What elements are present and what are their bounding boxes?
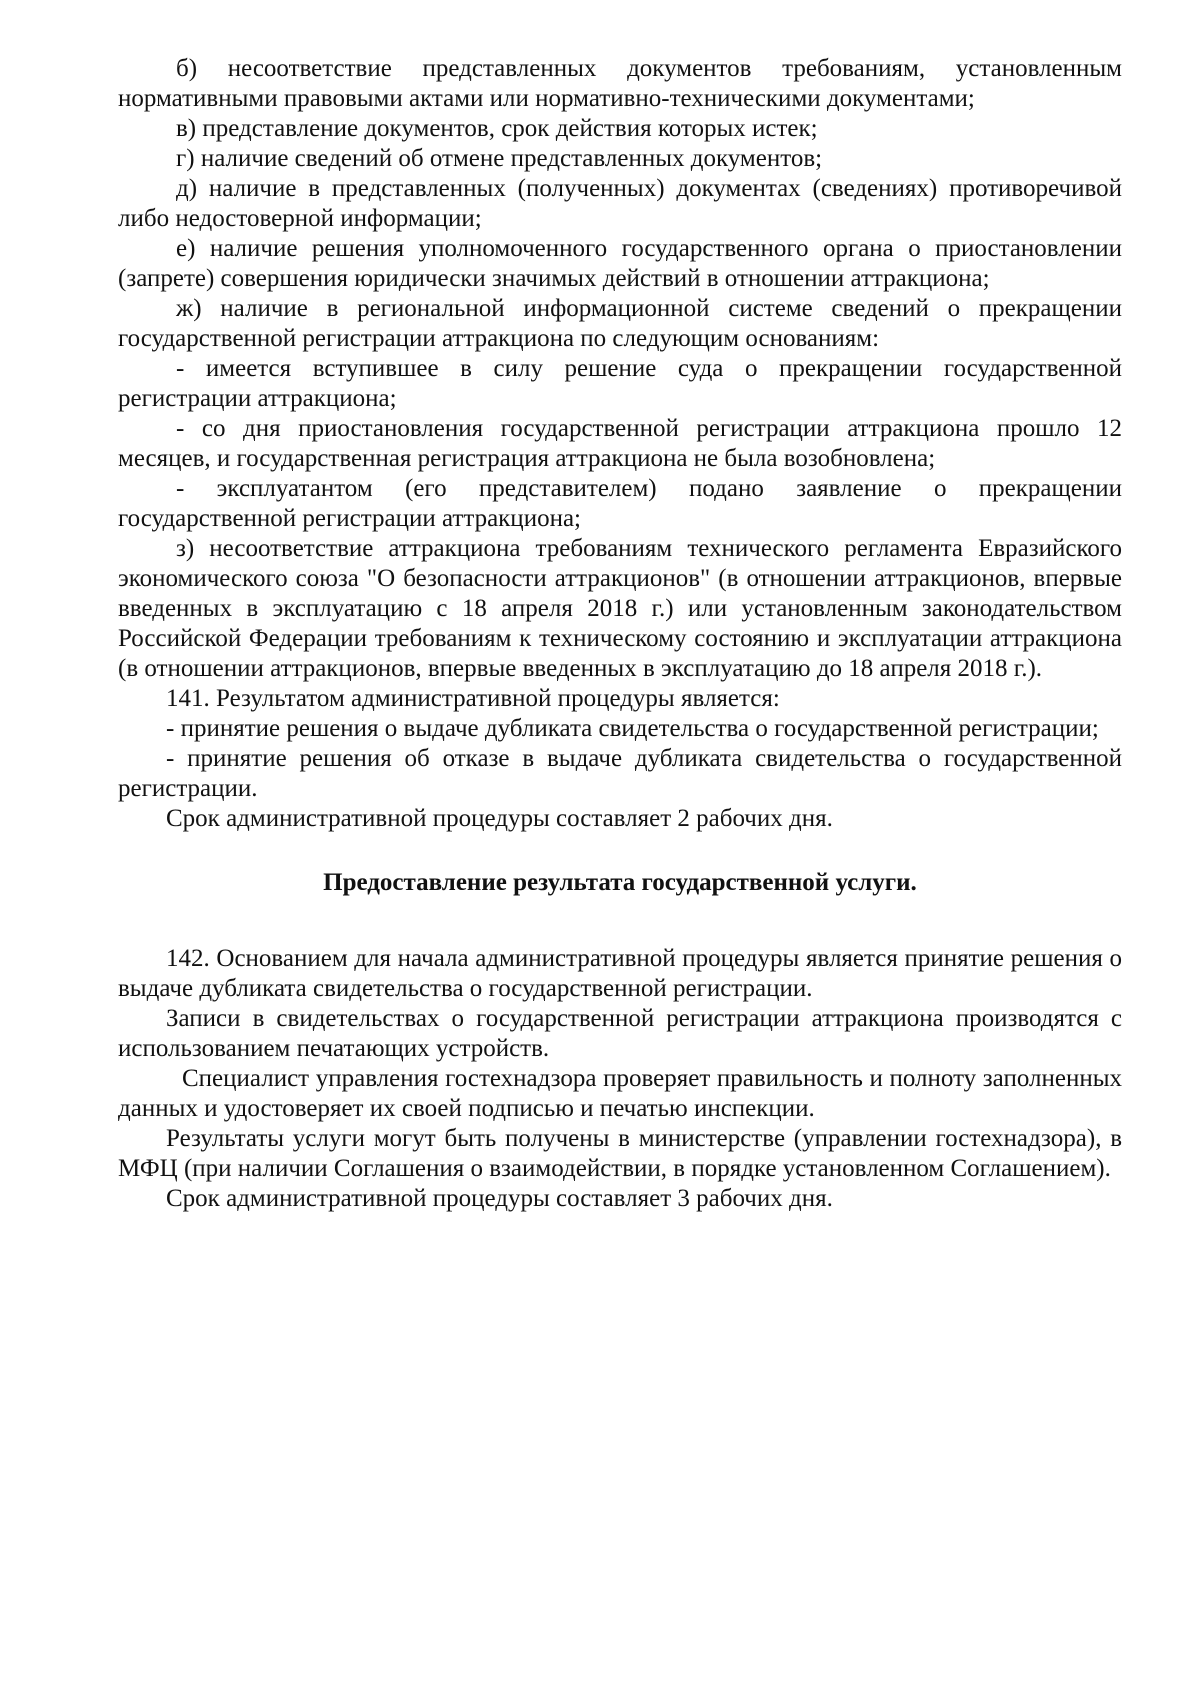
section-refusal-grounds (118, 54, 1122, 834)
paragraph-b: б) несоответствие представленных документов требованиям, установленным нормативными правовыми актами или нормативно-техническими документами; (118, 55, 1122, 112)
paragraph-142: 142. Основанием для начала административной процедуры является принятие решения о выдаче дубликата свидетельства о государственной регистрации. (118, 945, 1122, 1002)
paragraph-v: в) представление документов, срок действия которых истек; (176, 115, 818, 142)
paragraph-d: д) наличие в представленных (полученных) документах (сведениях) противоречивой либо недостоверной информации; (118, 175, 1122, 232)
bullet-suspension-12-months: - со дня приостановления государственной регистрации аттракциона прошло 12 месяцев, и государственная регистрация аттракциона не была возобновлена; (118, 415, 1122, 472)
paragraph-specialist: Специалист управления гостехнадзора проверяет правильность и полноту заполненных данных и удостоверяет их своей подписью и печатью инспекции. (118, 1065, 1122, 1122)
bullet-refuse-duplicate: - принятие решения об отказе в выдаче дубликата свидетельства о государственной регистрации. (118, 745, 1122, 802)
bullet-court-decision: - имеется вступившее в силу решение суда о прекращении государственной регистрации аттракциона; (118, 355, 1122, 412)
section-result-delivery (118, 944, 1122, 1214)
term-3-days: Срок административной процедуры составляет 3 рабочих дня. (166, 1185, 833, 1212)
paragraph-zh: ж) наличие в региональной информационной системе сведений о прекращении государственной регистрации аттракциона по следующим основаниям: (118, 295, 1122, 352)
paragraph-g: г) наличие сведений об отмене представленных документов; (176, 145, 823, 172)
paragraph-141: 141. Результатом административной процедуры является: (166, 685, 780, 712)
spacer (118, 898, 1122, 944)
bullet-operator-application: - эксплуатантом (его представителем) подано заявление о прекращении государственной регистрации аттракциона; (118, 475, 1122, 532)
spacer (118, 834, 1122, 868)
paragraph-e: е) наличие решения уполномоченного государственного органа о приостановлении (запрете) совершения юридически значимых действий в отношении аттракциона; (118, 235, 1122, 292)
bullet-issue-duplicate: - принятие решения о выдаче дубликата свидетельства о государственной регистрации; (166, 715, 1099, 742)
paragraph-z: з) несоответствие аттракциона требованиям технического регламента Евразийского экономического союза "О безопасности аттракционов" (в отношении аттракционов, впервые введенных в эксплуатацию с 18 апреля 2018 г.) или установленным законодательством Российской Федерации требованиям к техническому состоянию и эксплуатации аттракциона (в отношении аттракционов, впервые введенных в эксплуатацию до 18 апреля 2018 г.). (118, 535, 1122, 682)
section-heading: Предоставление результата государственной услуги. (323, 869, 917, 896)
term-2-days: Срок административной процедуры составляет 2 рабочих дня. (166, 805, 833, 832)
paragraph-results-obtained: Результаты услуги могут быть получены в министерстве (управлении гостехнадзора), в МФЦ (при наличии Соглашения о взаимодействии, в порядке установленном Соглашением). (118, 1125, 1122, 1182)
paragraph-records: Записи в свидетельствах о государственной регистрации аттракциона производятся с использованием печатающих устройств. (118, 1005, 1122, 1062)
